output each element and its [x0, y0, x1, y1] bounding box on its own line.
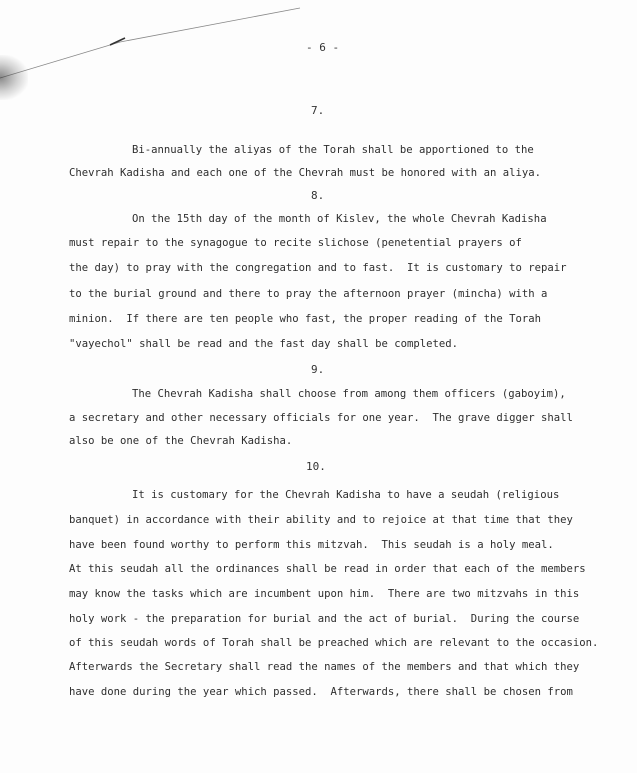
section-8-line-5: minion. If there are ten people who fast, the proper reading of the Torah [69, 313, 541, 325]
section-8-line-2: must repair to the synagogue to recite slichose (penetential prayers of [69, 237, 522, 249]
paper-fold-mark [0, 0, 637, 80]
section-10-line-8: Afterwards the Secretary shall read the names of the members and that which they [69, 661, 580, 673]
section-9-line-1: The Chevrah Kadisha shall choose from among them officers (gaboyim), [132, 388, 566, 400]
page-number: - 6 - [306, 41, 340, 54]
section-9-line-3: also be one of the Chevrah Kadisha. [69, 435, 293, 447]
section-10-line-9: have done during the year which passed. Afterwards, there shall be chosen from [69, 686, 573, 698]
section-10-line-1: It is customary for the Chevrah Kadisha to have a seudah (religious [132, 489, 560, 501]
section-8-line-6: "vayechol" shall be read and the fast day shall be completed. [69, 338, 459, 350]
section-number-8: 8. [311, 189, 325, 202]
section-10-line-6: holy work - the preparation for burial and the act of burial. During the course [69, 613, 580, 625]
section-9-line-2: a secretary and other necessary officials for one year. The grave digger shall [69, 412, 573, 424]
section-number-10: 10. [306, 460, 326, 473]
section-8-line-3: the day) to pray with the congregation and to fast. It is customary to repair [69, 262, 567, 274]
section-10-line-5: may know the tasks which are incumbent upon him. There are two mitzvahs in this [69, 588, 580, 600]
section-number-9: 9. [311, 363, 325, 376]
section-7-line-1: Bi-annually the aliyas of the Torah shall be apportioned to the [132, 144, 534, 156]
section-10-line-2: banquet) in accordance with their ability and to rejoice at that time that they [69, 514, 573, 526]
section-8-line-1: On the 15th day of the month of Kislev, the whole Chevrah Kadisha [132, 213, 547, 225]
section-10-line-4: At this seudah all the ordinances shall be read in order that each of the members [69, 563, 586, 575]
section-10-line-7: of this seudah words of Torah shall be preached which are relevant to the occasion. [69, 637, 599, 649]
section-number-7: 7. [311, 104, 325, 117]
section-7-line-2: Chevrah Kadisha and each one of the Chevrah must be honored with an aliya. [69, 167, 541, 179]
section-10-line-3: have been found worthy to perform this mitzvah. This seudah is a holy meal. [69, 539, 554, 551]
section-8-line-4: to the burial ground and there to pray the afternoon prayer (mincha) with a [69, 288, 548, 300]
scan-shadow [0, 55, 28, 100]
